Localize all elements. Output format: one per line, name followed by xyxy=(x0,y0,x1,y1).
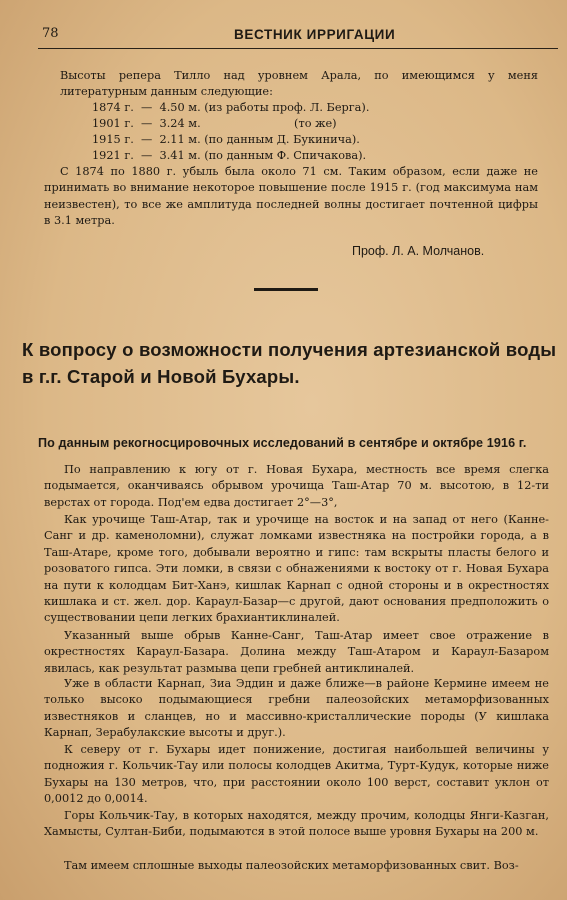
article-title: К вопросу о возможности получения артезианской воды в г.г. Старой и Новой Бухары. xyxy=(22,339,557,387)
page-number: 78 xyxy=(42,26,59,41)
body-paragraph: Указанный выше обрыв Канне-Санг, Таш-Атар имеет свое отражение в окрестностях Караул-Базара. Долина между Таш-Атаром и Караул-Базаром явилась, как результат размыва цепи гребней антиклиналей. xyxy=(44,629,549,675)
measurement-row: 1915 г. — 2.11 м. (по данным Д. Букинича). xyxy=(92,133,360,146)
page-header xyxy=(38,22,558,49)
article-subtitle: По данным рекогносцировочных исследований в сентябре и октябре 1916 г. xyxy=(38,436,527,450)
measurement-row: 1921 г. — 3.41 м. (по данным Ф. Спичакова). xyxy=(92,149,367,162)
intro-paragraph: Высоты репера Тилло над уровнем Арала, по имеющимся у меня литературным данным следующие: xyxy=(60,69,538,99)
body-paragraph: Горы Кольчик-Тау, в которых находятся, между прочим, колодцы Янги-Казган, Хамысты, Султан-Биби, подымаются в этой полосе выше уровня Бухары на 200 м. xyxy=(44,809,549,839)
author-signature: Проф. Л. А. Молчанов. xyxy=(352,244,485,258)
conclusion-paragraph: С 1874 по 1880 г. убыль была около 71 см. Таким образом, если даже не принимать во внимание некоторое повышение после 1915 г. (год максимума нам неизвестен), то все же амплитуда последней волны достигает почтенной цифры в 3.1 метра. xyxy=(44,165,538,228)
body-paragraph: Там имеем сплошные выходы палеозойских метаморфизованных свит. Воз- xyxy=(64,859,519,872)
body-paragraph: По направлению к югу от г. Новая Бухара, местность все время слегка подымается, оканчиваясь обрывом урочища Таш-Атар 70 м. высотою, в 12-ти верстах от города. Под'ем едва достигает 2°—3°, xyxy=(44,463,549,509)
measurement-row: 1874 г. — 4.50 м. (из работы проф. Л. Берга). xyxy=(92,101,370,114)
section-divider xyxy=(254,288,318,291)
running-head: ВЕСТНИК ИРРИГАЦИИ xyxy=(234,27,396,42)
body-paragraph: К северу от г. Бухары идет понижение, достигая наибольшей величины у подножия г. Кольчик-Тау или полосы колодцев Акитма, Турт-Кудук, которые ниже Бухары на 130 метров, что, при расстоянии около 100 верст, составит уклон от 0,0012 до 0,0014. xyxy=(44,743,549,806)
measurement-row: 1901 г. — 3.24 м. (то же) xyxy=(92,117,337,130)
body-paragraph: Как урочище Таш-Атар, так и урочище на восток и на запад от него (Канне-Санг и др. каменоломни), служат ломками известняка на постройки города, а в Таш-Атаре, кроме того, добывали вероятно и гипс: там вскрыты пласты белого и розоватого гипса. Эти ломки, в связи с обнажениями к востоку от г. Новая Бухара на пути к колодцам Бит-Ханэ, кишлак Карнап с одной стороны и в окрестностях кишлака и ст. жел. дор. Караул-Базар—с другой, дают основания предположить о существовании цепи легких брахиантиклиналей. xyxy=(44,513,549,625)
body-paragraph: Уже в области Карнап, Зиа Эддин и даже ближе—в районе Кермине имеем не только высоко подымающиеся гребни палеозойских метаморфизованных известняков и сланцев, но и массивно-кристаллические породы (У кишлака Карнап, Зерабулакские высоты и друг.). xyxy=(44,677,549,740)
